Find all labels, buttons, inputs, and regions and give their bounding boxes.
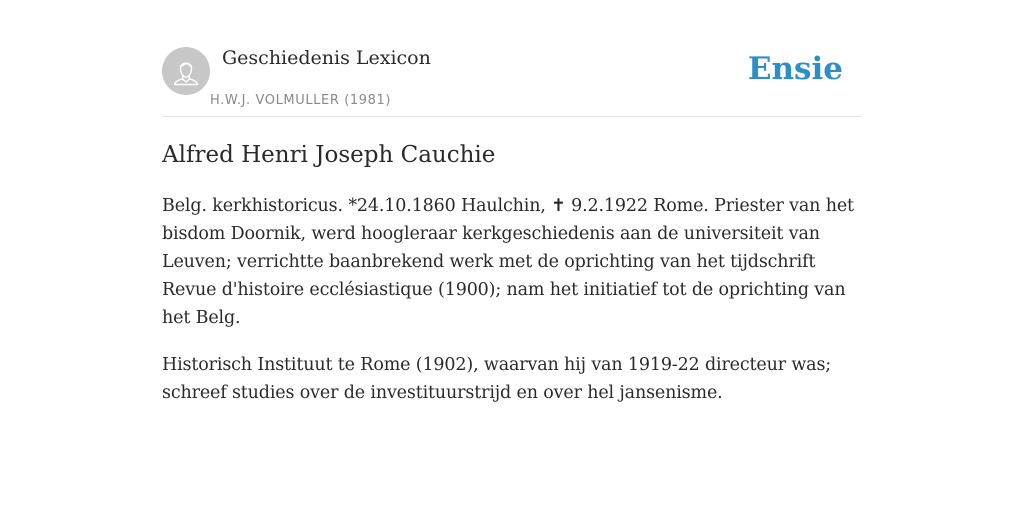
user-silhouette-icon[interactable] [162, 47, 210, 95]
page-container [162, 0, 862, 403]
entry-body [162, 192, 862, 426]
author-byline: H.W.J. VOLMULLER (1981) [210, 93, 392, 108]
entry-paragraph-1: Belg. kerkhistoricus. *24.10.1860 Haulchin, ✝ 9.2.1922 Rome. Priester van het bisdom Doornik, werd hoogleraar kerkgeschiedenis aan de universiteit van Leuven; verrichtte baanbrekend werk met de oprichting van het tijdschrift Revue d'histoire ecclésiastique (1900); nam het initiatief tot de oprichting van het Belg. [162, 196, 854, 328]
source-header [162, 0, 862, 117]
brand-logo[interactable]: Ensie [747, 51, 843, 87]
source-title-link[interactable]: Geschiedenis Lexicon [222, 47, 431, 69]
page-title: Alfred Henri Joseph Cauchie [162, 142, 496, 168]
entry-paragraph-2: Historisch Instituut te Rome (1902), waarvan hij van 1919-22 directeur was; schreef studies over de investituurstrijd en over hel jansenisme. [162, 355, 832, 403]
